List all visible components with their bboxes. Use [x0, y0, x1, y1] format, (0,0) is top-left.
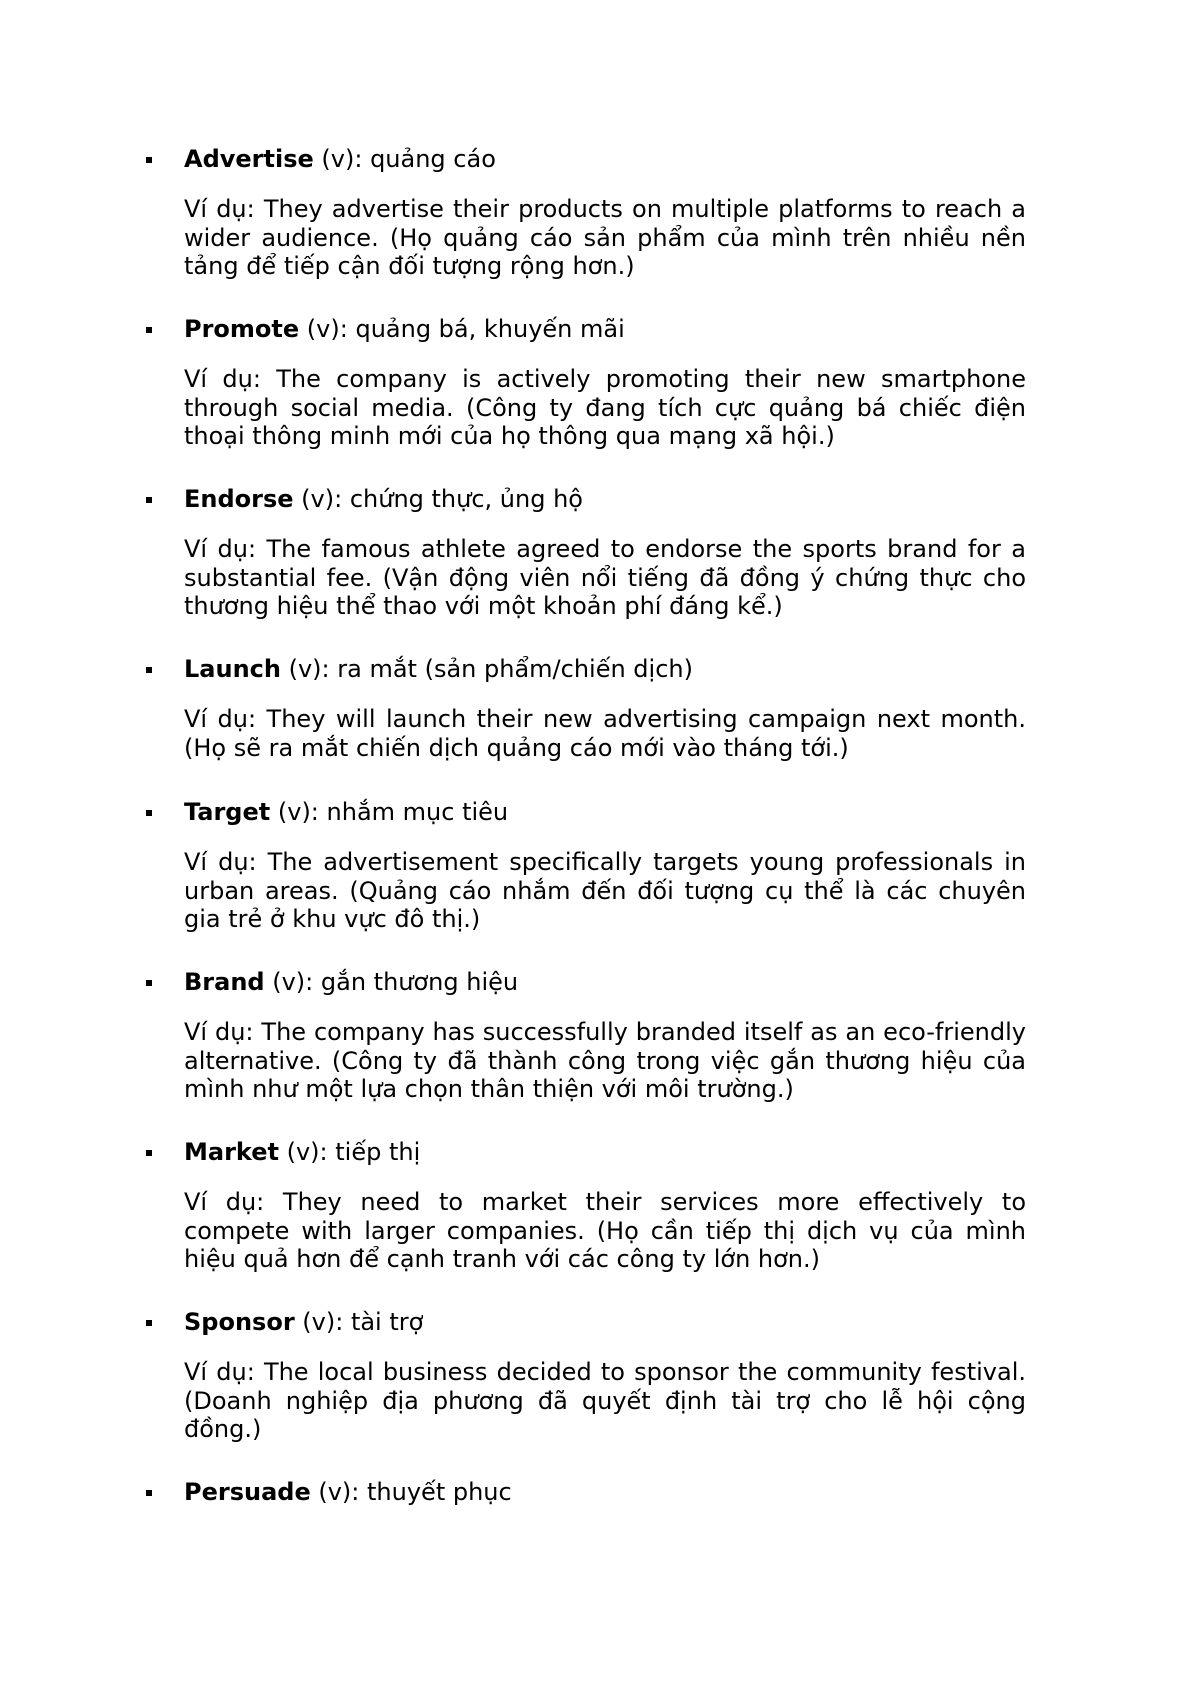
vocab-heading-text — [184, 965, 518, 999]
vocab-heading-text — [184, 1305, 423, 1339]
vocab-word: Advertise — [184, 145, 314, 173]
example-sentence: Ví dụ: The company has successfully branded itself as an eco-friendly alternative. (Công ty đã thành công trong việc gắn thương hiệu của mình như một lựa chọn thân thiện với môi trường.) — [184, 1018, 1026, 1103]
vocab-heading — [146, 1135, 1026, 1169]
example-sentence: Ví dụ: The famous athlete agreed to endorse the sports brand for a substantial fee. (Vận động viên nổi tiếng đã đồng ý chứng thực cho thương hiệu thể thao với một khoản phí đáng kể.) — [184, 535, 1026, 620]
vocab-heading-text — [184, 1135, 420, 1169]
part-of-speech: (v): — [270, 798, 327, 826]
square-bullet-icon — [146, 157, 152, 163]
vocab-meaning: thuyết phục — [367, 1478, 512, 1506]
part-of-speech: (v): — [310, 1478, 368, 1506]
vocab-heading-text — [184, 1475, 512, 1509]
vocab-heading — [146, 482, 1026, 516]
part-of-speech: (v): — [264, 968, 321, 996]
vocab-heading — [146, 1305, 1026, 1339]
part-of-speech: (v): — [294, 1308, 351, 1336]
example-sentence: Ví dụ: They advertise their products on multiple platforms to reach a wider audience. (Họ quảng cáo sản phẩm của mình trên nhiều nền tảng để tiếp cận đối tượng rộng hơn.) — [184, 195, 1026, 280]
example-sentence: Ví dụ: They will launch their new advertising campaign next month. (Họ sẽ ra mắt chiến dịch quảng cáo mới vào tháng tới.) — [184, 705, 1026, 762]
vocab-meaning: quảng cáo — [370, 145, 496, 173]
vocab-entry-persuade — [146, 1475, 1026, 1509]
square-bullet-icon — [146, 497, 152, 503]
example-sentence: Ví dụ: The advertisement specifically targets young professionals in urban areas. (Quảng cáo nhắm đến đối tượng cụ thể là các chuyên gia trẻ ở khu vực đô thị.) — [184, 848, 1026, 933]
vocab-meaning: gắn thương hiệu — [320, 968, 519, 996]
part-of-speech: (v): — [313, 145, 371, 173]
part-of-speech: (v): — [299, 315, 356, 343]
vocab-heading-text — [184, 482, 583, 516]
part-of-speech: (v): — [278, 1138, 336, 1166]
vocab-meaning: chứng thực, ủng hộ — [349, 485, 583, 513]
square-bullet-icon — [146, 1320, 152, 1326]
vocab-word: Persuade — [184, 1478, 311, 1506]
vocab-meaning: nhắm mục tiêu — [326, 798, 509, 826]
square-bullet-icon — [146, 667, 152, 673]
vocab-word: Sponsor — [184, 1308, 295, 1336]
vocab-heading — [146, 795, 1026, 829]
vocab-word: Endorse — [184, 485, 294, 513]
vocab-entry-promote — [146, 312, 1026, 451]
vocab-entry-target — [146, 795, 1026, 934]
vocab-heading — [146, 142, 1026, 176]
example-sentence: Ví dụ: The local business decided to sponsor the community festival. (Doanh nghiệp địa phương đã quyết định tài trợ cho lễ hội cộng đồng.) — [184, 1358, 1026, 1443]
vocab-word: Market — [184, 1138, 279, 1166]
vocab-entry-brand — [146, 965, 1026, 1104]
vocab-heading-text — [184, 795, 508, 829]
vocab-heading-text — [184, 142, 496, 176]
part-of-speech: (v): — [280, 655, 338, 683]
vocab-entry-market — [146, 1135, 1026, 1274]
vocab-word: Target — [184, 798, 271, 826]
part-of-speech: (v): — [293, 485, 350, 513]
vocab-entry-launch — [146, 652, 1026, 762]
example-sentence: Ví dụ: The company is actively promoting their new smartphone through social media. (Công ty đang tích cực quảng bá chiếc điện thoại thông minh mới của họ thông qua mạng xã hội.) — [184, 365, 1026, 450]
vocab-meaning: quảng bá, khuyến mãi — [355, 315, 625, 343]
vocab-heading — [146, 652, 1026, 686]
vocab-heading — [146, 1475, 1026, 1509]
example-sentence: Ví dụ: They need to market their services more effectively to compete with larger companies. (Họ cần tiếp thị dịch vụ của mình hiệu quả hơn để cạnh tranh với các công ty lớn hơn.) — [184, 1188, 1026, 1273]
vocab-heading-text — [184, 652, 693, 686]
vocab-entry-sponsor — [146, 1305, 1026, 1444]
vocab-word: Launch — [184, 655, 281, 683]
vocab-heading — [146, 312, 1026, 346]
vocab-meaning: tài trợ — [350, 1308, 424, 1336]
vocab-heading — [146, 965, 1026, 999]
vocab-meaning: ra mắt (sản phẩm/chiến dịch) — [337, 655, 693, 683]
square-bullet-icon — [146, 980, 152, 986]
vocab-heading-text — [184, 312, 625, 346]
vocab-meaning: tiếp thị — [335, 1138, 421, 1166]
square-bullet-icon — [146, 810, 152, 816]
square-bullet-icon — [146, 327, 152, 333]
square-bullet-icon — [146, 1490, 152, 1496]
vocab-word: Promote — [184, 315, 300, 343]
vocab-entry-endorse — [146, 482, 1026, 621]
vocab-entry-advertise — [146, 142, 1026, 281]
vocab-word: Brand — [184, 968, 265, 996]
square-bullet-icon — [146, 1150, 152, 1156]
